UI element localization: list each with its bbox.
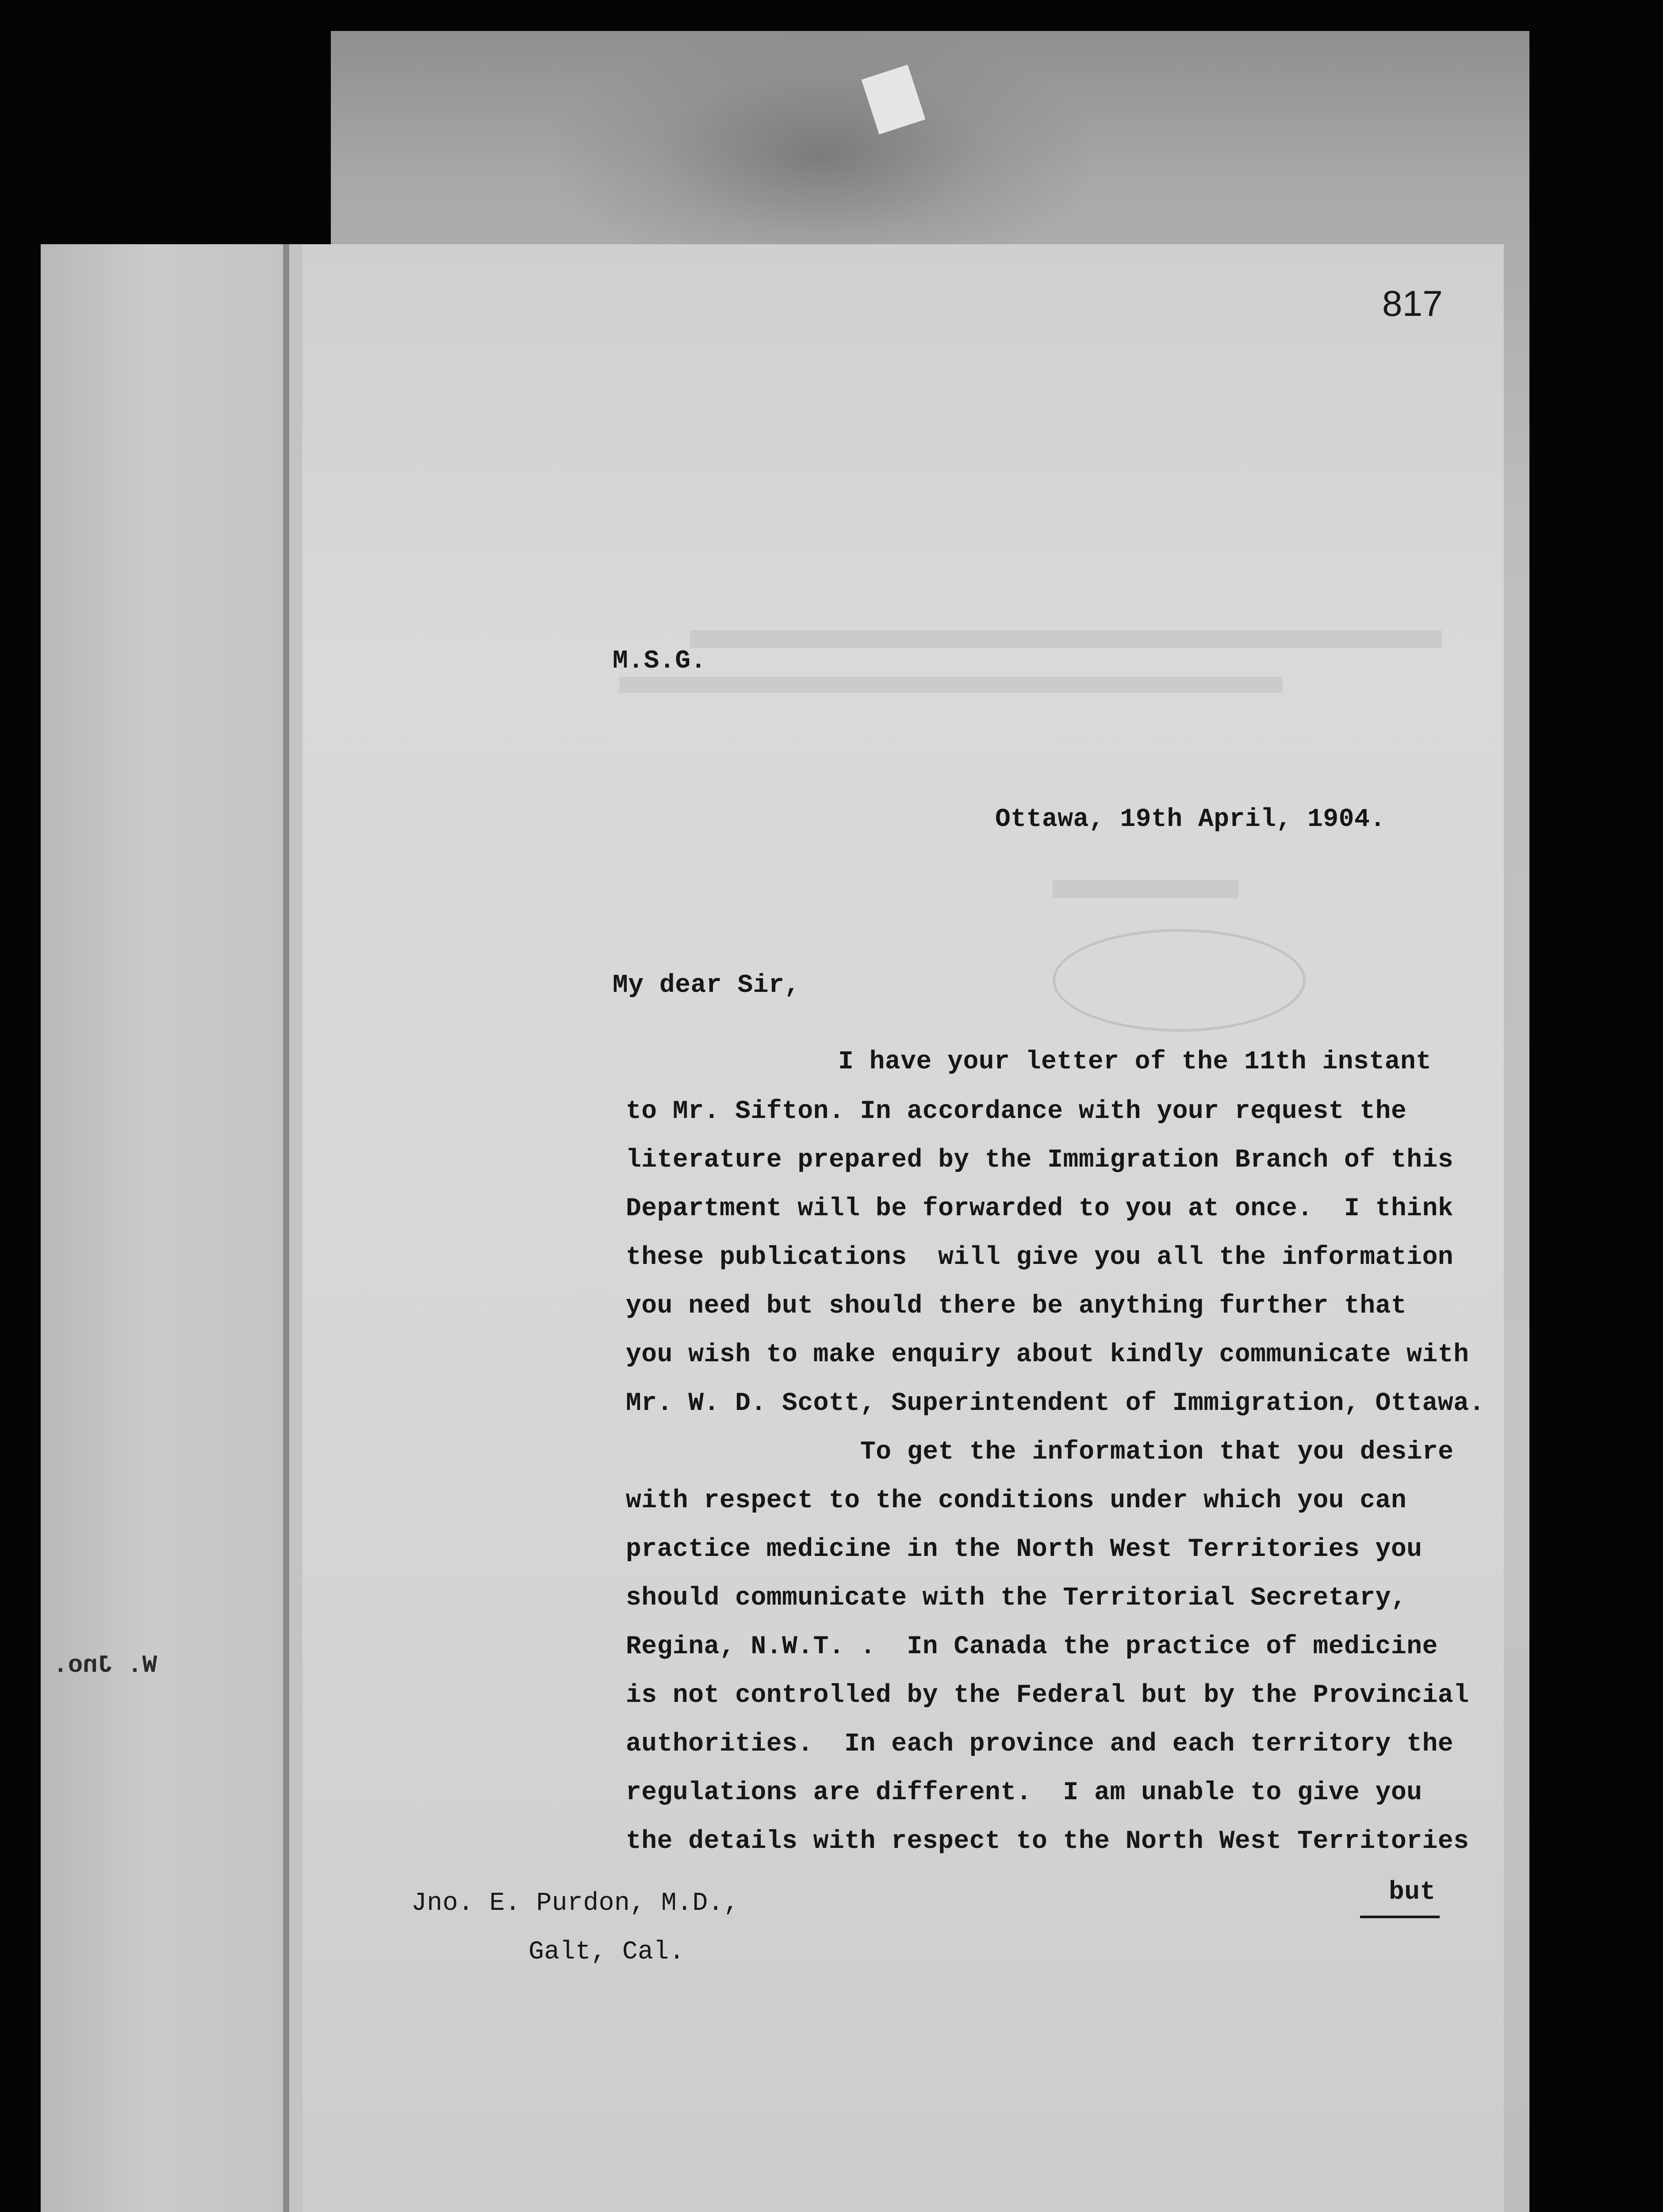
continuation-underline: [1360, 1916, 1440, 1918]
page-number: 817: [1382, 284, 1443, 324]
left-fold: [283, 244, 289, 2212]
signature-bleed: [1053, 929, 1306, 1032]
bleed-through-mark: [1053, 880, 1238, 898]
body-line: should communicate with the Territorial Secretary,: [626, 1584, 1407, 1613]
body-line: to Mr. Sifton. In accordance with your request the: [626, 1097, 1407, 1126]
body-line: authorities. In each province and each territory the: [626, 1730, 1454, 1759]
salutation: My dear Sir,: [613, 971, 800, 1000]
body-line: you wish to make enquiry about kindly communicate with: [626, 1340, 1469, 1369]
addressee-place: Galt, Cal.: [529, 1938, 685, 1966]
body-line: To get the information that you desire: [860, 1438, 1454, 1467]
bleed-through-mark: [619, 677, 1283, 693]
top-smudge: [557, 31, 1088, 279]
body-line: the details with respect to the North West Territories: [626, 1827, 1469, 1856]
addressee-name: Jno. E. Purdon, M.D.,: [411, 1889, 740, 1918]
body-line: literature prepared by the Immigration Branch of this: [626, 1146, 1454, 1175]
reference-code: M.S.G.: [613, 647, 706, 676]
body-line: Regina, N.W.T. . In Canada the practice of medicine: [626, 1632, 1438, 1661]
body-line: these publications will give you all the information: [626, 1243, 1454, 1272]
left-sheet: [41, 244, 313, 2212]
body-line: Department will be forwarded to you at once. I think: [626, 1194, 1454, 1223]
body-line: you need but should there be anything further that: [626, 1292, 1407, 1321]
body-line: regulations are different. I am unable to give you: [626, 1778, 1422, 1807]
body-line: practice medicine in the North West Territories you: [626, 1535, 1422, 1564]
body-line: Mr. W. D. Scott, Superintendent of Immigration, Ottawa.: [626, 1389, 1485, 1418]
continuation-word: but: [1389, 1878, 1436, 1907]
date-line: Ottawa, 19th April, 1904.: [995, 805, 1386, 834]
mirrored-margin-text: W. Jno.: [53, 1651, 157, 1679]
body-line: I have your letter of the 11th instant: [838, 1048, 1432, 1076]
body-line: with respect to the conditions under which you can: [626, 1486, 1407, 1515]
bleed-through-mark: [690, 630, 1442, 648]
body-line: is not controlled by the Federal but by the Provincial: [626, 1681, 1469, 1710]
